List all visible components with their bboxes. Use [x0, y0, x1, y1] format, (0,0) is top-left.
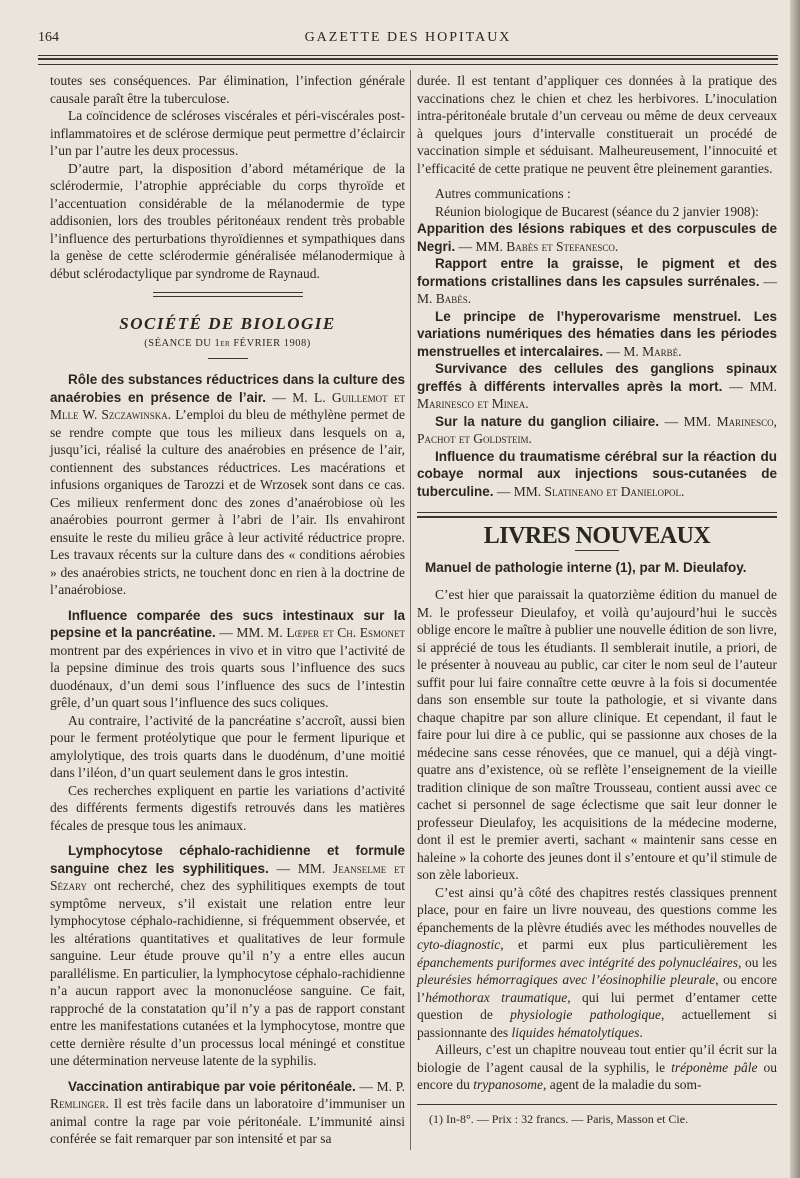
entry-jeanselme [50, 842, 405, 1070]
communication-authors: — MM. Slatineano et Danielopol. [493, 483, 685, 499]
review-paragraph: C’est hier que paraissait la quatorzième édition du manuel de M. le professeur Dieulafoy, et voilà qu’aujourd’hui le succès oblige encore le maître à publier une nouvelle édition de son livre, si apprécié de tous les étudiants. Il semblerait inutile, a priori, de le présenter à nouveau au public, car citer le nom seul de l’auteur suffit pour lui faire connaître cette œuvre à la fois si documentée dans son ensemble sur toute la pathologie, et si vivante dans chaque chapitre par son allure clinique. Et cependant, il faut le faire pour lui dire à ce public, qui se passionne aux choses de la médecine sans cesse rénovées, que ce manuel, qui a déjà vingt-quatre ans d’existence, où se reflète l’enseignement de la vieille tradition clinique de son maître Trousseau, contient aussi avec ce cachet si personnel de sage éclectisme que sait leur donner le professeur Dieulafoy, les acquisitions de la médecine moderne, dont il est le premier averti, sachant « maintenir sans cesse en haleine » la cohorte des jeunes dont il s’entoure et qu’il stimule de son zèle laborieux. [417, 587, 777, 882]
italic-run: cyto-diagnostic [417, 937, 501, 952]
paragraph: La coïncidence de scléroses viscérales et péri-viscérales post-inflammatoires et de sclérose dermique peut permettre d’éclaircir l’un par l’autre les deux processus. [50, 108, 405, 158]
text-run: . [639, 1024, 643, 1040]
communication-authors: — M. Babès. [417, 273, 778, 306]
entry-title: Influence comparée des sucs intestinaux sur la pepsine et la pancréatine. [50, 607, 405, 640]
text-run: Ailleurs, c’est un chapitre nouveau tout entier qu’il écrit sur la biologie de l’agent causal de la syphilis, le [417, 1042, 777, 1075]
entry-guillemot [50, 371, 405, 599]
paragraph: toutes ses conséquences. Par élimination, l’infection générale causale paraît être la tuberculose. [50, 73, 405, 106]
short-rule [575, 550, 619, 551]
header-rule [38, 55, 778, 56]
section-double-rule [417, 512, 777, 518]
entry-title: Rôle des substances réductrices dans la culture des anaérobies en présence de l’air. [50, 372, 405, 405]
communication-title: Apparition des lésions rabiques et des corpuscules de Negri. [417, 221, 777, 254]
italic-run: liquides hématolytiques [511, 1024, 640, 1040]
entry-text: ont recherché, chez des syphilitiques exempts de tout symptôme nerveux, s’il existait une relation entre leur lymphocytose céphalo-rachidienne, si fréquemment observée, et les altérations quantitatives et qualitatives de leur formule sanguine. Leur étude prouve qu’il n’y a entre elles aucun parallélisme. En particulier, la lymphocytose céphalo-rachidienne n’a aucun rapport avec la mononucléose sanguine. Ce fait, rapproché de la constatation qu’il n’y a pas de rapport constant entre les manifestations cutanées et la lymphocytose, montre que cette dernière résulte d’un processus local méningé et constitue une détermination nerveuse latente de la syphilis. [50, 878, 405, 1068]
communication-2 [417, 255, 777, 308]
column-divider [410, 70, 411, 1150]
communication-title: Survivance des cellules des ganglions spinaux greffés à différents intervalles après la mort. [417, 361, 777, 394]
communication-5 [417, 413, 777, 448]
communication-authors: — M. Marbé. [603, 343, 682, 359]
text-run: , ou encore l’ [417, 972, 777, 1005]
paragraph: durée. Il est tentant d’appliquer ces données à la pratique des vaccinations chez le chien et chez les herbivores. L’inoculation intra-péritonéale brutale d’un cerveau ou même de deux cerveaux à quelques jours d’intervalle constituerait un procédé de vaccination simple et séduisant. Malheureusement, l’innocuité et l’efficacité de cette pratique ne peuvent être pleinement garanties. [417, 73, 777, 176]
text-run: , ou les [738, 954, 778, 970]
bucarest-meeting: Réunion biologique de Bucarest (séance du 2 janvier 1908): [435, 203, 759, 219]
page-number: 164 [38, 30, 59, 45]
footnote: (1) In-8°. — Prix : 32 francs. — Paris, Masson et Cie. [429, 1111, 689, 1126]
communication-title: Le principe de l’hyperovarisme menstruel. Les variations numériques des hématies dans les périodes menstruelles et intercalaires. [417, 308, 777, 359]
italic-run: physiologie pathologique [510, 1007, 661, 1022]
communication-1 [417, 220, 777, 255]
entry-title: Lymphocytose céphalo-rachidienne et formule sanguine chez les syphilitiques. [50, 843, 405, 876]
entry-title: Vaccination antirabique par voie péritonéale. [68, 1078, 356, 1094]
italic-run: tréponème pâle [671, 1059, 758, 1075]
communication-authors: — MM. Marinesco, Pachot et Goldsteim. [417, 413, 778, 446]
entry-authors: — M. L. Guillemot et Mlle W. Szczawinska. [50, 389, 406, 422]
review-paragraph-2 [417, 884, 777, 1042]
book-title: Manuel de pathologie interne (1), par M. Dieulafoy. [425, 559, 747, 575]
entry-authors: — MM. M. Lœper et Ch. Esmonet [215, 625, 406, 640]
text-run: , qui lui permet d’entamer cette question de [417, 989, 777, 1022]
italic-run: trypanosome [473, 1077, 543, 1092]
communication-title: Rapport entre la graisse, le pigment et des formations cristallines dans les capsules surrénales. [417, 256, 777, 289]
section-subtitle: (SÉANCE DU 1er FÉVRIER 1908) [144, 337, 311, 349]
entry-authors: — MM. Jeanselme et Sézary [50, 860, 405, 893]
entry-text: montrent par des expériences in vivo et in vitro que l’activité de la pepsine diminue des trois quarts sous l’influence des sucs duodénaux, d’un demi sous l’influence des sucs de l’intestin grêle, d’un quart sous l’influence des sucs coliques. [50, 642, 405, 710]
livres-heading: LIVRES NOUVEAUX [483, 523, 711, 549]
communication-title: Influence du traumatisme cérébral sur la réaction du cobaye normal aux injections sous-cutanées de tuberculine. [417, 448, 777, 499]
paragraph: D’autre part, la disposition d’abord métamérique de la sclérodermie, l’atrophie appréciable du corps thyroïde et l’accentuation considérable de la mélanodermie de type addisonien, lors des troubles péritonéaux rendent très probable l’influence des perturbations thyroïdiennes et sympathiques dans la genèse de cette sclérodermie généralisée mélanodermique à début sclérodactylique par syndrome de Raynaud. [50, 160, 405, 281]
italic-run: hémothorax traumatique [425, 989, 568, 1005]
ornament-rule [153, 292, 303, 297]
communication-authors: — MM. Babès et Stefanesco. [455, 238, 619, 254]
entry-loeper [50, 607, 405, 712]
paragraph: Au contraire, l’activité de la pancréatine s’accroît, aussi bien pour le ferment protéolytique que pour le ferment lipurique et amylolytique, des trois quarts dans le duodénum, d’une moitié dans l’iléon, d’un quart seulement dans le gros intestin. [50, 712, 405, 780]
text-run: ou encore du [417, 1059, 777, 1092]
communication-authors: — MM. Marinesco et Minea. [417, 378, 777, 411]
header-rule-bottom [38, 64, 778, 65]
italic-run: pleurésies hémorragiques avec l’éosinophilie pleurale [417, 972, 716, 987]
entry-remlinger [50, 1078, 405, 1148]
entry-authors: — M. P. Remlinger. [50, 1078, 406, 1111]
left-column [50, 72, 405, 1148]
paragraph: Ces recherches expliquent en partie les variations d’activité des différents ferments digestifs retrouvés dans les matières fécales de presque tous les animaux. [50, 782, 405, 833]
footnote-rule [417, 1104, 777, 1105]
communication-3 [417, 308, 777, 361]
review-paragraph-3 [417, 1041, 777, 1094]
right-column [417, 72, 777, 1128]
communication-title: Sur la nature du ganglion ciliaire. [435, 413, 660, 429]
text-run: , et parmi eux plus particulièrement les [500, 937, 777, 952]
text-run: C’est ainsi qu’à côté des chapitres restés classiques prennent place, pour en faire un livre nouveau, des questions comme les épanchements de la plèvre étudiés avec les méthodes nouvelles de [417, 884, 777, 935]
short-rule [208, 358, 248, 359]
text-run: , actuellement si passionnante des [417, 1007, 778, 1040]
entry-text: L’emploi du bleu de méthylène permet de se rendre compte que tous les milieux dans lesquels on a, jusqu’ici, réalisé la culture des anaérobies en présence de l’air, contiennent des substances réductrices. Les macérations et infusions organiques de Tarozzi et de Wrzosek sont dans ce cas. Ces milieux renferment donc des zones d’anaérobiose où les anaérobies pourront germer à l’abri de l’air. Ils envahiront ensuite le reste du milieu grâce à leur activité réductrice propre. Les travaux récents sur la culture dans des « conditions aérobies » des anaérobies stricts, ne touchent donc en rien à la doctrine de l’anaérobiose. [50, 407, 405, 597]
communication-6 [417, 448, 777, 501]
section-title: SOCIÉTÉ DE BIOLOGIE [119, 314, 336, 333]
header-rule-thick [38, 58, 778, 60]
page-edge-shadow [790, 0, 800, 1178]
communication-4 [417, 360, 777, 413]
page-header [38, 30, 778, 50]
text-run: , agent de la maladie du som- [542, 1077, 702, 1092]
italic-run: épanchements puriformes avec intégrité des polynucléaires [417, 954, 738, 970]
other-communications-label: Autres communications : [435, 186, 571, 201]
publication-title: GAZETTE DES HOPITAUX [304, 30, 512, 45]
entry-text: Il est très facile dans un laboratoire d’immuniser un animal contre la rage par voie péritonéale. L’immunité ainsi conférée se fait remarquer par son intensité et par sa [50, 1096, 405, 1146]
